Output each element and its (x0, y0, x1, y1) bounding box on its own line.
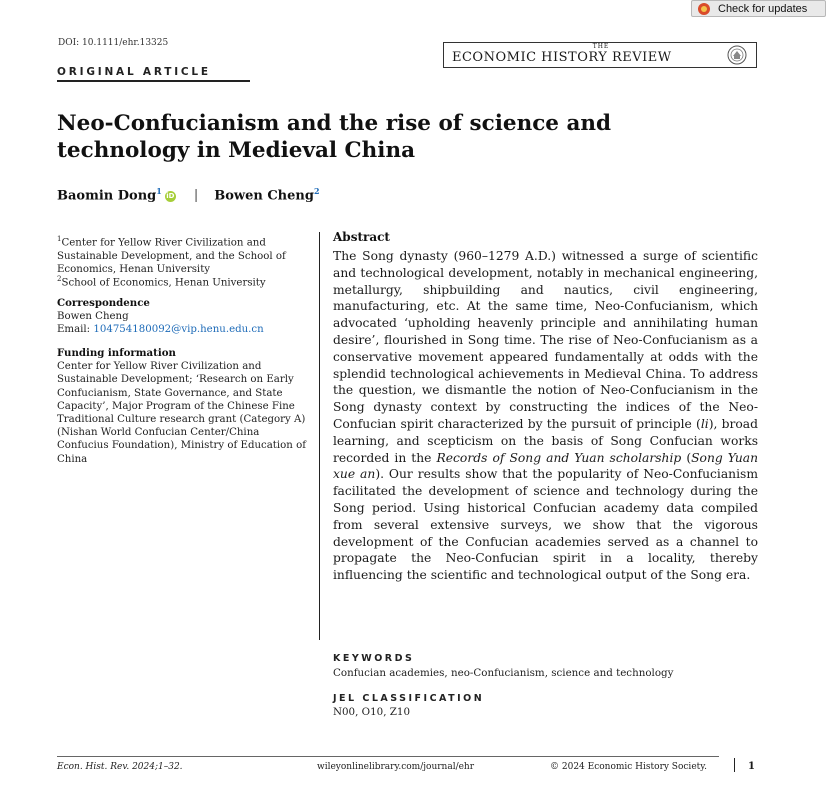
footer-separator (734, 758, 735, 772)
author-name[interactable]: Baomin Dong (57, 188, 157, 204)
jel-heading: JEL CLASSIFICATION (333, 693, 485, 704)
article-title (57, 110, 777, 164)
jel-text: N00, O10, Z10 (333, 706, 411, 718)
footer-journal-link[interactable]: wileyonlinelibrary.com/journal/ehr (317, 762, 475, 772)
article-type: ORIGINAL ARTICLE (57, 66, 211, 78)
title-line-1: Neo-Confucianism and the rise of science and (57, 111, 612, 136)
journal-masthead (443, 42, 757, 68)
title-line-2: technology in Medieval China (57, 138, 416, 163)
author-affiliation-sup[interactable]: 1 (156, 186, 162, 196)
correspondence-heading: Correspondence (57, 297, 150, 309)
keywords-text: Confucian academies, neo-Confucianism, science and technology (333, 667, 674, 679)
affiliation-text: School of Economics, Henan University (61, 277, 266, 289)
email-label: Email: (57, 324, 91, 336)
doi: DOI: 10.1111/ehr.13325 (58, 38, 169, 48)
check-for-updates-label: Check for updates (718, 2, 808, 15)
affiliation-1 (57, 233, 312, 276)
abstract-text (333, 248, 758, 584)
journal-the: THE (592, 43, 610, 50)
abstract-italic-term: li (700, 416, 709, 431)
abstract-part: ). Our results show that the popularity of Neo-Confucianism facilitated the development of science and technology during the Song period. Using historical Confucian academy data compiled from several extensive surveys, we show that the vigorous development of the Confucian academies served as a channel to propagate the Neo-Confucian spirit in a locality, thereby influencing the scientific and technological output of the Song era. (333, 467, 758, 583)
crossmark-icon (698, 3, 710, 15)
affiliation-2 (57, 273, 312, 290)
article-type-underline (57, 80, 250, 82)
author-separator: | (193, 188, 199, 204)
footer-citation: Econ. Hist. Rev. 2024;1–32. (57, 762, 183, 772)
abstract-part: ), broad learning, and scepticism on the basis of Song Confucian works recorded in the (333, 416, 758, 465)
abstract-book-title: Records of Song and Yuan scholarship (436, 450, 682, 465)
correspondence-block (57, 297, 312, 337)
footer-rule (57, 756, 719, 757)
journal-name: ECONOMIC HISTORY REVIEW (452, 50, 672, 65)
funding-heading: Funding information (57, 347, 176, 359)
funding-text: Center for Yellow River Civilization and Sustainable Development; ‘Research on Early Confucianism, State Governance, and State Capacity’, Major Program of the Chinese Fine Traditional Culture research grant (Category A) (Nishan World Confucian Center/China Confucius Foundation), Ministry of Education of China (57, 361, 306, 465)
abstract-book-title-chinese: Song Yuan xue an (333, 450, 759, 482)
email-link[interactable]: 104754180092@vip.henu.edu.cn (93, 324, 264, 336)
correspondence-name: Bowen Cheng (57, 311, 129, 323)
abstract-heading: Abstract (333, 230, 390, 244)
affiliation-text: Center for Yellow River Civilization and Sustainable Development, and the School of Economics, Henan University (57, 237, 286, 275)
funding-block (57, 347, 312, 466)
page-number: 1 (748, 761, 755, 772)
author-affiliation-sup[interactable]: 2 (313, 186, 320, 196)
check-for-updates-button[interactable] (691, 0, 826, 17)
affiliation-sup: 2 (57, 275, 62, 283)
author-name[interactable]: Bowen Cheng (214, 188, 314, 204)
author-list (57, 186, 320, 203)
affiliation-sup: 1 (57, 235, 62, 243)
keywords-heading: KEYWORDS (333, 653, 415, 664)
abstract-rule (319, 232, 320, 640)
footer-copyright: © 2024 Economic History Society. (550, 762, 708, 772)
orcid-icon[interactable]: iD (166, 192, 175, 201)
society-seal-icon (727, 45, 747, 65)
abstract-part: The Song dynasty (960–1279 A.D.) witnessed a surge of scientific and technological development, notably in mechanical engineering, metallurgy, shipbuilding and nautics, civil engineering, manufacturing, etc. At the same time, Neo-Confucianism, which advocated ‘upholding heavenly principle and annihilating human desire’, flourished in Song time. The rise of Neo-Confucianism as a conservative movement appeared fundamentally at odds with the splendid technological achievements in Medieval China. To address the question, we dismantle the notion of Neo-Confucianism in the Song dynasty context by constructing the indices of the Neo-Confucian spirit characterized by the pursuit of principle ( (333, 249, 758, 431)
abstract-part: ( (681, 450, 692, 465)
